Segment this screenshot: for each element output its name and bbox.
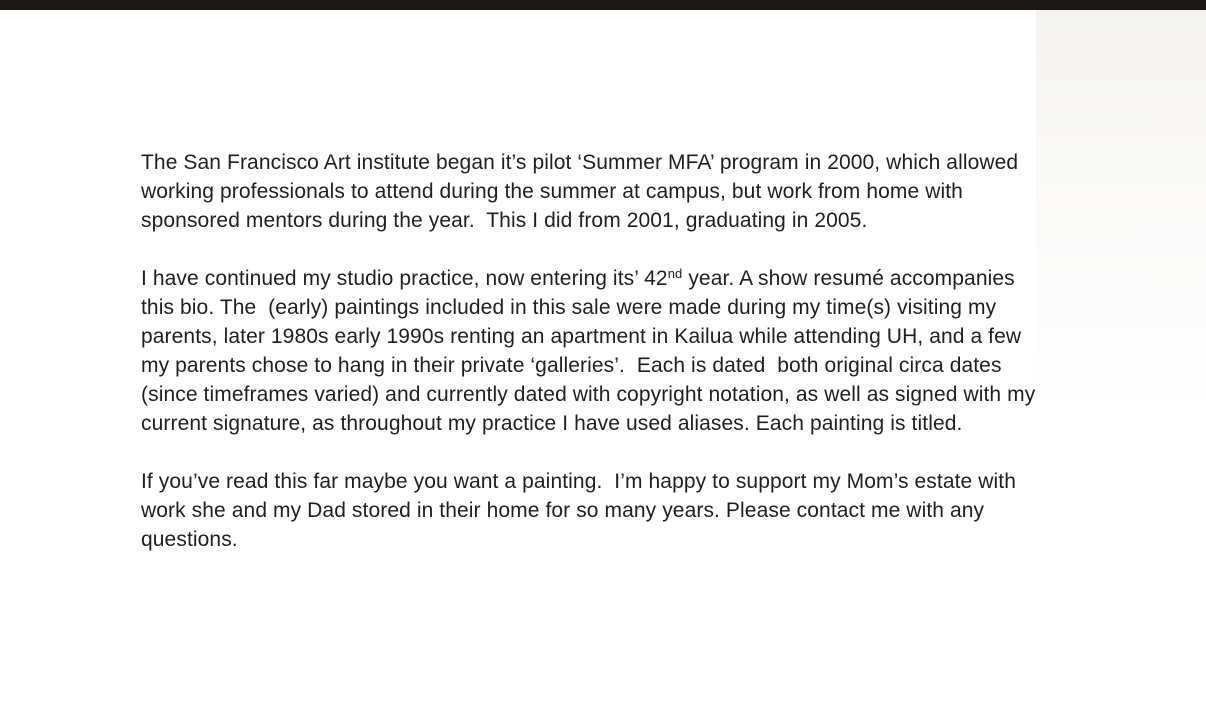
text-line: parents, later 1980s early 1990s renting an apartment in Kailua while attending UH, and a few	[141, 325, 1022, 348]
text-line: work she and my Dad stored in their home for so many years. Please contact me with any	[141, 499, 985, 522]
paragraph	[141, 148, 1101, 235]
text-line: working professionals to attend during the summer at campus, but work from home with	[141, 180, 963, 203]
text-line: The San Francisco Art institute began it’s pilot ‘Summer MFA’ program in 2000, which allowed	[141, 151, 1019, 174]
text-line: If you’ve read this far maybe you want a painting. I’m happy to support my Mom’s estate with	[141, 470, 1016, 493]
top-black-bar	[0, 0, 1206, 10]
text-line: sponsored mentors during the year. This I did from 2001, graduating in 2005.	[141, 209, 868, 232]
ordinal-superscript: nd	[667, 266, 683, 281]
text-line: questions.	[141, 528, 238, 551]
paragraph	[141, 264, 1101, 438]
text-line: my parents chose to hang in their private ‘galleries’. Each is dated both original circa dates	[141, 354, 1002, 377]
paragraph	[141, 467, 1101, 554]
text-line: (since timeframes varied) and currently dated with copyright notation, as well as signed with my	[141, 383, 1036, 406]
text-line: this bio. The (early) paintings included in this sale were made during my time(s) visiting my	[141, 296, 997, 319]
document-content	[141, 148, 1101, 554]
text-line: I have continued my studio practice, now entering its’ 42nd year. A show resumé accompanies	[141, 266, 1015, 290]
text-line: current signature, as throughout my practice I have used aliases. Each painting is titled.	[141, 412, 963, 435]
